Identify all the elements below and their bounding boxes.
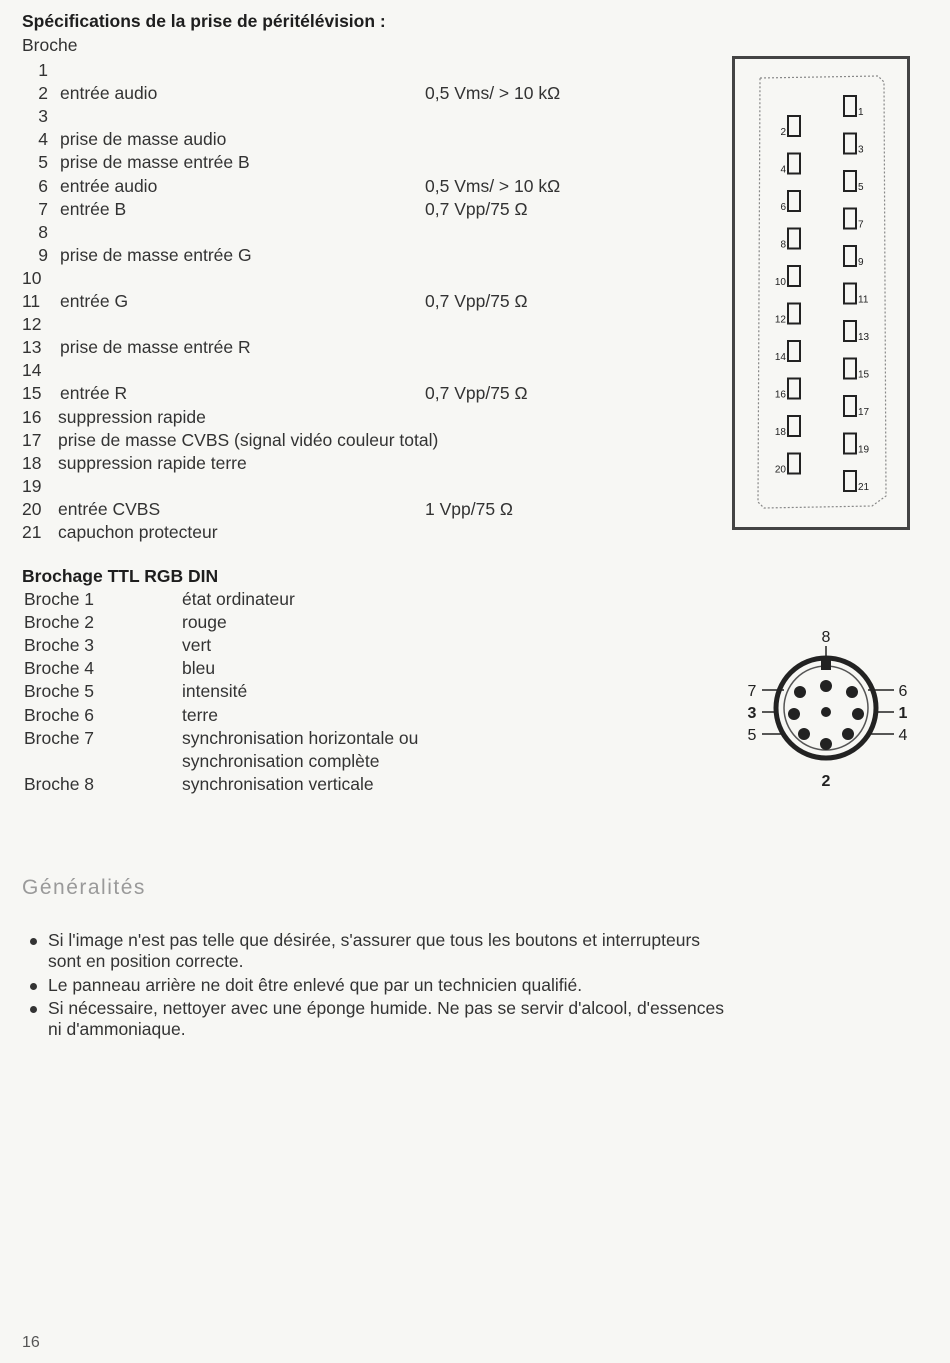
scart-pin-contact: [788, 341, 800, 361]
scart-pin-number-label: 16: [774, 389, 786, 401]
scart-pin-contact: [788, 454, 800, 474]
scart-pin-number-label: 4: [780, 164, 786, 176]
scart-pin-label: suppression rapide: [58, 406, 206, 427]
scart-pin-number-label: 21: [858, 482, 870, 493]
scart-pin-label: suppression rapide terre: [58, 452, 247, 473]
rgb-pin-label: Broche 5: [24, 681, 95, 702]
scart-pin-number: 1: [38, 60, 48, 80]
scart-pin-label: entrée B: [60, 198, 127, 219]
rgb-pin-label: Broche 4: [24, 658, 95, 679]
scart-pin-number: 6: [38, 175, 48, 196]
scart-pin-number-label: 7: [858, 219, 864, 231]
scart-pin-number: 17: [22, 429, 42, 450]
scart-pin-number: 21: [22, 522, 42, 542]
scart-pin-number-label: 1: [858, 107, 864, 118]
scart-pin-number-label: 20: [774, 464, 786, 476]
scart-pin-label: prise de masse audio: [60, 129, 227, 150]
rgb-pin-function: rouge: [182, 612, 227, 633]
scart-pin-contact: [844, 246, 856, 266]
scart-pin-number: 2: [38, 83, 48, 104]
scart-pin-value: 0,7 Vpp/75 Ω: [425, 198, 528, 219]
scart-pin-contact: [788, 379, 800, 399]
scart-pin-number: 8: [38, 221, 48, 242]
scart-pin-number-label: 3: [858, 144, 864, 156]
scart-left-pin-column: [775, 116, 800, 476]
scart-pin-contact: [844, 284, 856, 304]
scart-pin-contact: [788, 266, 800, 286]
rgb-pin-label: Broche 2: [24, 612, 95, 633]
bullet-text: Si nécessaire, nettoyer avec une éponge humide. Ne pas se servir d'alcool, d'essences: [48, 998, 724, 1018]
scart-pin-contact: [844, 209, 856, 229]
scart-pin-value: 0,7 Vpp/75 Ω: [425, 383, 528, 404]
bullet-icon: [30, 983, 37, 990]
bullet-text: sont en position correcte.: [48, 951, 244, 971]
scart-pin-number-label: 10: [774, 277, 786, 288]
scart-pin-contact: [788, 304, 800, 324]
scart-pin-contact: [844, 321, 856, 341]
din-label-6: 6: [898, 683, 908, 700]
bullet-icon: [30, 1006, 37, 1013]
scart-pin-value: 0,7 Vpp/75 Ω: [425, 291, 528, 311]
scart-pin-number: 12: [22, 314, 42, 335]
scart-pin-number: 9: [38, 244, 48, 265]
scart-pin-number: 19: [22, 475, 42, 496]
scart-pin-number: 15: [22, 383, 42, 404]
scart-pin-label: entrée audio: [60, 83, 158, 104]
scart-pin-contact: [788, 191, 800, 211]
scart-pin-contact: [844, 396, 856, 416]
scart-pin-number-label: 5: [858, 182, 864, 193]
din-label-7: 7: [747, 683, 757, 700]
scart-pin-contact: [788, 229, 800, 249]
scart-pin-contact: [788, 116, 800, 136]
rgb-pin-function: synchronisation complète: [182, 750, 380, 771]
scart-pin-number-label: 8: [780, 239, 786, 251]
scart-pin-number-label: 6: [780, 202, 786, 213]
scart-pin-number: 14: [22, 360, 42, 381]
din-label-1: 1: [898, 705, 908, 722]
scart-pin-label: entrée G: [60, 291, 129, 311]
page-number: 16: [22, 1334, 40, 1351]
scart-pin-number: 7: [38, 198, 48, 219]
din-label-4: 4: [898, 727, 908, 744]
scart-pin-number: 11: [22, 291, 41, 311]
rgb-pin-function: synchronisation horizontale ou: [182, 727, 419, 748]
din-connector-diagram: [738, 626, 914, 792]
scart-pin-number: 5: [38, 152, 48, 173]
scart-pin-number: 18: [22, 452, 42, 473]
scart-pin-number-label: 11: [858, 294, 869, 306]
bullet-text: Si l'image n'est pas telle que désirée, s'assurer que tous les boutons et interrupteurs: [48, 930, 701, 950]
rgb-pin-label: Broche 1: [24, 589, 95, 609]
scart-pin-number: 13: [22, 337, 42, 358]
scart-pin-number-label: 14: [774, 352, 786, 363]
scart-pin-label: prise de masse entrée B: [60, 152, 250, 173]
pin-column-label: Broche: [22, 35, 78, 55]
scart-pin-value: 1 Vpp/75 Ω: [425, 498, 514, 519]
rgb-pin-function: vert: [182, 635, 212, 656]
scart-pin-number-label: 17: [858, 407, 870, 418]
bullet-icon: [30, 938, 37, 945]
rgb-pin-label: Broche 6: [24, 704, 95, 725]
scart-pin-contact: [788, 416, 800, 436]
scart-pin-number-label: 15: [858, 369, 870, 381]
scart-spec-title: Spécifications de la prise de péritélévision :: [22, 11, 386, 31]
din-label-2: 2: [821, 773, 831, 790]
scart-pin-label: capuchon protecteur: [58, 522, 218, 542]
rgb-pin-function: bleu: [182, 658, 216, 679]
scart-pin-label: entrée R: [60, 383, 128, 404]
bullet-text: Le panneau arrière ne doit être enlevé que par un technicien qualifié.: [48, 975, 583, 995]
rgb-pin-label: Broche 3: [24, 635, 95, 656]
scart-pin-number-label: 13: [858, 332, 870, 343]
scart-pin-value: 0,5 Vms/ > 10 kΩ: [425, 83, 561, 104]
rgb-pin-label: Broche 7: [24, 727, 95, 748]
scart-pin-contact: [844, 96, 856, 116]
scart-pin-number-label: 18: [774, 427, 786, 438]
scart-pin-number-label: 2: [780, 127, 786, 138]
rgb-pin-function: synchronisation verticale: [182, 773, 374, 794]
scart-pin-value: 0,5 Vms/ > 10 kΩ: [425, 175, 561, 196]
scart-connector-diagram: [732, 56, 910, 530]
scart-pin-contact: [844, 134, 856, 154]
scart-pin-label: prise de masse entrée R: [60, 337, 251, 358]
scart-pin-label: prise de masse CVBS (signal vidéo couleur total): [58, 429, 439, 450]
din-label-5: 5: [747, 727, 757, 744]
scart-pin-number: 16: [22, 406, 42, 427]
scart-pin-contact: [844, 171, 856, 191]
scart-pin-contact: [844, 434, 856, 454]
scart-pin-contact: [844, 359, 856, 379]
scart-pin-contact: [788, 154, 800, 174]
scart-pin-label: entrée audio: [60, 175, 158, 196]
din-label-3: 3: [747, 705, 757, 722]
rgb-pin-function: terre: [182, 704, 218, 725]
bullet-text: ni d'ammoniaque.: [48, 1019, 186, 1039]
scart-pin-number: 4: [38, 129, 48, 150]
general-section-title: Généralités: [22, 876, 146, 899]
scart-pin-number: 20: [22, 498, 42, 519]
scart-pin-contact: [844, 471, 856, 491]
scart-right-pin-column: [844, 96, 870, 493]
rgb-din-title: Brochage TTL RGB DIN: [22, 566, 219, 586]
rgb-pin-label: Broche 8: [24, 773, 95, 794]
rgb-pin-function: intensité: [182, 681, 248, 702]
scart-pin-number-label: 19: [858, 444, 870, 456]
scart-pin-number: 10: [22, 267, 42, 288]
scart-pin-number: 3: [38, 106, 48, 127]
scart-pin-number-label: 9: [858, 257, 864, 268]
rgb-pin-function: état ordinateur: [182, 589, 295, 609]
din-label-8: 8: [821, 629, 831, 646]
scart-pin-label: entrée CVBS: [58, 498, 161, 519]
scart-pin-number-label: 12: [774, 314, 786, 326]
scart-pin-label: prise de masse entrée G: [60, 244, 252, 265]
